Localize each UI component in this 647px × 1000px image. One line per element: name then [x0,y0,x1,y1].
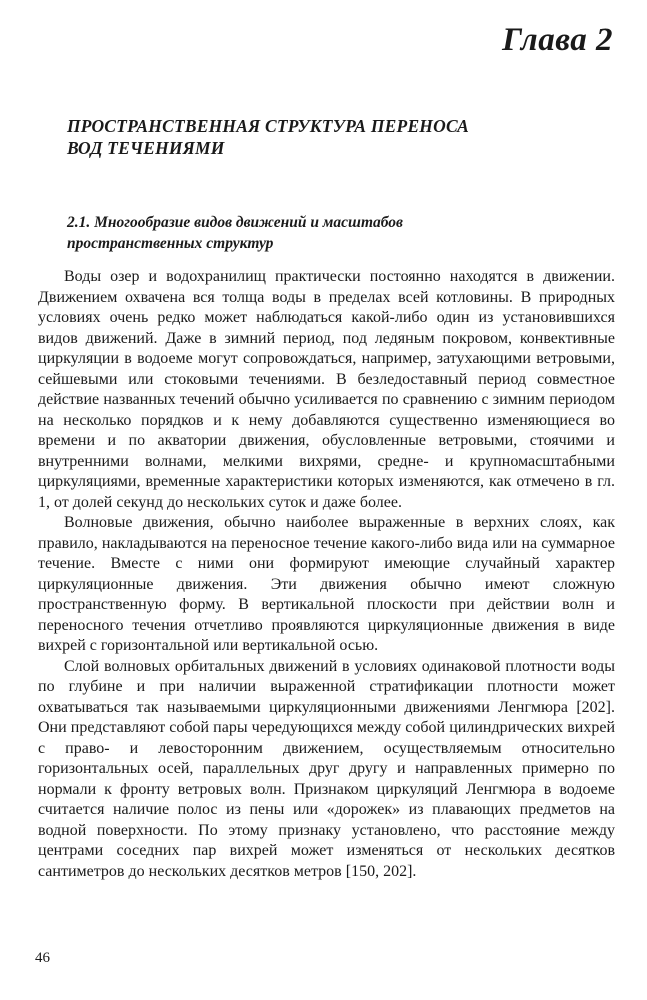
chapter-title-line-2: ВОД ТЕЧЕНИЯМИ [67,137,225,158]
paragraph: Слой волновых орбитальных движений в условиях одинаковой плотности воды по глубине и при наличии выраженной стратификации плотности может охватываться так называемыми циркуляционными движениями Ленгмюра [202]. Они представляют собой пары чередующихся между собой цилиндрических вихрей с право- и левосторонним движением, осуществляемым относительно горизонтальных осей, параллельных друг другу и направленных примерно по нормали к фронту ветровых волн. Признаком циркуляций Ленгмюра в водоеме считается наличие полос из пены или «дорожек» из плавающих предметов на водной поверхности. По этому признаку установлено, что расстояние между центрами соседних пар вихрей может изменяться от нескольких десятков сантиметров до нескольких десятков метров [150, 202]. [38,657,615,880]
chapter-label: Глава 2 [502,22,613,58]
section-title [67,212,587,254]
chapter-title [67,116,587,159]
body-text [38,267,615,882]
chapter-title-line-1: ПРОСТРАНСТВЕННАЯ СТРУКТУРА ПЕРЕНОСА [67,116,470,136]
paragraph: Волновые движения, обычно наиболее выраженные в верхних слоях, как правило, накладываются на переносное течение какого-либо вида или на суммарное течение. Вместе с ними они формируют имеющие случайный характер циркуляционные движения. Эти движения обычно имеют сложную пространственную форму. В вертикальной плоскости при действии волн и переносного течения отчетливо проявляются циркуляционные движения в виде вихрей с горизонтальной или вертикальной осью. [38,514,615,654]
page-number: 46 [35,950,50,966]
section-title-line-2: пространственных структур [67,235,274,252]
paragraph: Воды озер и водохранилищ практически постоянно находятся в движении. Движением охвачена вся толща воды в пределах всей котловины. В природных условиях очень редко может наблюдаться какой-либо один из установившихся видов движений. Даже в зимний период, под ледяным покровом, конвективные циркуляции в водоеме могут сопровождаться, например, затухающими ветровыми, сейшевыми или стоковыми течениями. В безледоставный период совместное действие названных течений обычно усиливается по сравнению с зимним периодом на несколько порядков и к нему добавляются существенно изменяющиеся во времени и по акватории движения, обусловленные ветровыми, стоячими и внутренними волнами, мелкими вихрями, средне- и крупномасштабными циркуляциями, временные характеристики которых изменяются, как отмечено в гл. 1, от долей секунд до нескольких суток и даже более. [38,268,615,511]
section-title-line-1: 2.1. Многообразие видов движений и масштабов [67,214,403,231]
